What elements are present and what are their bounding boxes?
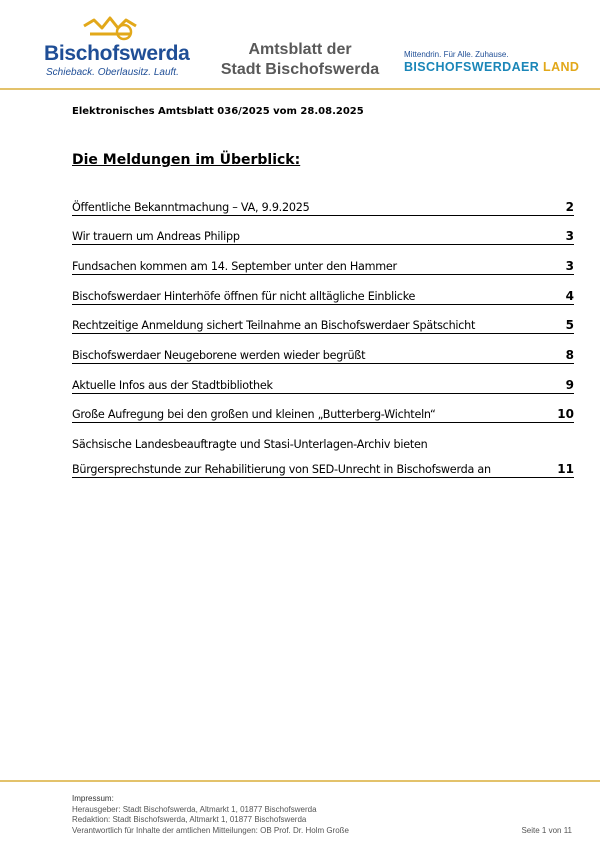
land-brand-part2: LAND bbox=[543, 60, 580, 74]
toc-entry[interactable] bbox=[72, 229, 574, 245]
issue-line: Elektronisches Amtsblatt 036/2025 vom 28.08.2025 bbox=[72, 106, 364, 117]
toc-entry[interactable] bbox=[72, 318, 574, 334]
impressum-editorial: Redaktion: Stadt Bischofswerda, Altmarkt 1, 01877 Bischofswerda bbox=[72, 815, 307, 824]
bischofswerda-logo bbox=[44, 16, 190, 80]
toc-entry[interactable] bbox=[72, 200, 574, 216]
bischofswerdaer-land-logo bbox=[404, 50, 584, 74]
toc-entry-title[interactable]: Bürgersprechstunde zur Rehabilitierung von SED-Unrecht in Bischofswerda an bbox=[72, 463, 491, 476]
land-brand bbox=[404, 60, 584, 74]
logo-tagline: Schieback. Oberlausitz. Lauft. bbox=[46, 67, 179, 78]
toc-entry-title-line1[interactable]: Sächsische Landesbeauftragte und Stasi-Unterlagen-Archiv bieten bbox=[72, 438, 428, 451]
toc-entry-page[interactable]: 3 bbox=[565, 259, 574, 273]
impressum-responsible: Verantwortlich für Inhalte der amtlichen Mitteilungen: OB Prof. Dr. Holm Große bbox=[72, 825, 350, 835]
publication-title bbox=[200, 40, 400, 80]
logo-emblem-icon bbox=[80, 16, 140, 44]
toc-entry-page[interactable]: 9 bbox=[565, 378, 574, 392]
toc-entry[interactable] bbox=[72, 462, 574, 478]
toc-entry[interactable] bbox=[72, 259, 574, 275]
toc-entry[interactable] bbox=[72, 289, 574, 305]
toc-entry-title[interactable]: Öffentliche Bekanntmachung – VA, 9.9.2025 bbox=[72, 201, 310, 214]
page-indicator: Seite 1 von 11 bbox=[521, 826, 572, 835]
toc-entry-title[interactable]: Aktuelle Infos aus der Stadtbibliothek bbox=[72, 379, 273, 392]
publication-title-line1: Amtsblatt der bbox=[248, 41, 352, 58]
toc-entry-page[interactable]: 10 bbox=[557, 407, 574, 421]
impressum-label: Impressum: bbox=[72, 794, 114, 803]
impressum-publisher: Herausgeber: Stadt Bischofswerda, Altmarkt 1, 01877 Bischofswerda bbox=[72, 804, 317, 814]
publication-title-line2: Stadt Bischofswerda bbox=[220, 61, 380, 78]
land-slogan: Mittendrin. Für Alle. Zuhause. bbox=[404, 50, 509, 59]
toc-entry-title[interactable]: Wir trauern um Andreas Philipp bbox=[72, 230, 240, 243]
toc-entry[interactable] bbox=[72, 348, 574, 364]
toc-entry-page[interactable]: 2 bbox=[565, 200, 574, 214]
overview-heading: Die Meldungen im Überblick: bbox=[72, 152, 301, 168]
footer-divider bbox=[0, 780, 600, 782]
logo-wordmark: Bischofswerda bbox=[44, 42, 190, 65]
toc-entry[interactable] bbox=[72, 407, 574, 423]
toc-entry-title[interactable]: Große Aufregung bei den großen und kleinen „Butterberg-Wichteln“ bbox=[72, 408, 436, 421]
toc-entry-page[interactable]: 5 bbox=[565, 318, 574, 332]
toc-entry-page[interactable]: 8 bbox=[565, 348, 574, 362]
page-header bbox=[0, 0, 600, 90]
header-divider bbox=[0, 88, 600, 90]
toc-entry[interactable] bbox=[72, 378, 574, 394]
impressum bbox=[72, 794, 349, 836]
land-brand-part1: BISCHOFSWERDAER bbox=[404, 60, 540, 74]
toc-entry-page[interactable]: 3 bbox=[565, 229, 574, 243]
toc-entry-title[interactable]: Bischofswerdaer Neugeborene werden wieder begrüßt bbox=[72, 349, 366, 362]
toc-entry-title[interactable]: Rechtzeitige Anmeldung sichert Teilnahme an Bischofswerdaer Spätschicht bbox=[72, 319, 476, 332]
toc-entry-page[interactable]: 4 bbox=[565, 289, 574, 303]
toc-entry-title[interactable]: Bischofswerdaer Hinterhöfe öffnen für nicht alltägliche Einblicke bbox=[72, 290, 416, 303]
toc-entry-page[interactable]: 11 bbox=[557, 462, 574, 476]
toc-entry-title[interactable]: Fundsachen kommen am 14. September unter den Hammer bbox=[72, 260, 397, 273]
